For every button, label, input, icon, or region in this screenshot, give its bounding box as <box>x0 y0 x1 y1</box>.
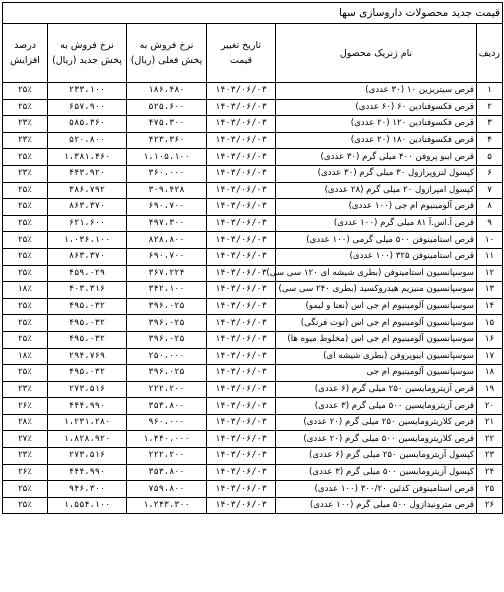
current-price-cell: ۹۶۰،۰۰۰ <box>127 414 207 431</box>
row-number-cell: ۶ <box>477 165 503 182</box>
column-header-date: تاریخ تغییر قیمت <box>207 24 276 83</box>
increase-percent-cell: ۲۷٪ <box>3 431 48 448</box>
price-list-document <box>2 2 502 514</box>
change-date-cell: ۱۴۰۳/۰۶/۰۳ <box>207 248 276 265</box>
increase-percent-cell: ۱۸٪ <box>3 348 48 365</box>
new-price-cell: ۴۴۳،۹۲۰ <box>48 165 127 182</box>
change-date-cell: ۱۴۰۳/۰۶/۰۳ <box>207 182 276 199</box>
table-row <box>3 365 503 382</box>
change-date-cell: ۱۴۰۳/۰۶/۰۳ <box>207 99 276 116</box>
product-name-cell: قرص مترونیدازول ۵۰۰ میلی گرم (۱۰۰ عددی) <box>276 497 477 514</box>
table-row <box>3 282 503 299</box>
row-number-cell: ۲۶ <box>477 497 503 514</box>
increase-percent-cell: ۲۵٪ <box>3 232 48 249</box>
row-number-cell: ۲۳ <box>477 448 503 465</box>
column-header-name: نام ژنریک محصول <box>276 24 477 83</box>
product-name-cell: سوسپانسیون آلومینیوم ام جی اس (نعنا و لیمو) <box>276 298 477 315</box>
product-name-cell: قرص فکسوفنادین ۶۰ (۶۰ عددی) <box>276 99 477 116</box>
product-name-cell: سوسپانسیون آلومینیوم ام جی اس (توت فرنگی) <box>276 315 477 332</box>
new-price-cell: ۴۴۴،۹۹۰ <box>48 398 127 415</box>
row-number-cell: ۱۷ <box>477 348 503 365</box>
new-price-cell: ۱،۰۳۶،۱۰۰ <box>48 232 127 249</box>
table-row <box>3 116 503 133</box>
increase-percent-cell: ۲۵٪ <box>3 481 48 498</box>
table-row <box>3 448 503 465</box>
new-price-cell: ۶۲۱،۶۰۰ <box>48 215 127 232</box>
table-row <box>3 199 503 216</box>
row-number-cell: ۴ <box>477 132 503 149</box>
column-header-id: ردیف <box>477 24 503 83</box>
table-row <box>3 381 503 398</box>
row-number-cell: ۷ <box>477 182 503 199</box>
increase-percent-cell: ۲۳٪ <box>3 381 48 398</box>
table-row <box>3 215 503 232</box>
product-name-cell: کپسول لنزوپرازول ۳۰ میلی گرم (۳۰ عددی) <box>276 165 477 182</box>
document-title: قیمت جدید محصولات داروسازی سها <box>3 3 503 24</box>
current-price-cell: ۳۹۶،۰۲۵ <box>127 315 207 332</box>
new-price-cell: ۵۸۵،۳۶۰ <box>48 116 127 133</box>
table-row <box>3 232 503 249</box>
current-price-cell: ۳۹۶،۰۲۵ <box>127 298 207 315</box>
column-header-percent: درصد افزایش <box>3 24 48 83</box>
row-number-cell: ۲۰ <box>477 398 503 415</box>
change-date-cell: ۱۴۰۳/۰۶/۰۳ <box>207 381 276 398</box>
row-number-cell: ۱۶ <box>477 331 503 348</box>
new-price-cell: ۴۹۵،۰۳۲ <box>48 315 127 332</box>
product-name-cell: کپسول آزیترومایسین ۵۰۰ میلی گرم (۳ عددی) <box>276 464 477 481</box>
row-number-cell: ۱۰ <box>477 232 503 249</box>
change-date-cell: ۱۴۰۳/۰۶/۰۳ <box>207 265 276 282</box>
row-number-cell: ۱۸ <box>477 365 503 382</box>
product-name-cell: قرص ایبو پروفن ۴۰۰ میلی گرم (۳۰ عددی) <box>276 149 477 166</box>
increase-percent-cell: ۲۳٪ <box>3 165 48 182</box>
product-name-cell: سوسپانسیون ایبوپروفن (بطری شیشه ای) <box>276 348 477 365</box>
new-price-cell: ۱،۲۳۱،۲۸۰ <box>48 414 127 431</box>
current-price-cell: ۸۲۸،۸۰۰ <box>127 232 207 249</box>
change-date-cell: ۱۴۰۳/۰۶/۰۳ <box>207 315 276 332</box>
row-number-cell: ۱۳ <box>477 282 503 299</box>
increase-percent-cell: ۱۸٪ <box>3 282 48 299</box>
product-name-cell: قرص آزیترومایسین ۵۰۰ میلی گرم (۳ عددی) <box>276 398 477 415</box>
current-price-cell: ۲۵۰،۰۰۰ <box>127 348 207 365</box>
change-date-cell: ۱۴۰۳/۰۶/۰۳ <box>207 448 276 465</box>
change-date-cell: ۱۴۰۳/۰۶/۰۳ <box>207 149 276 166</box>
product-name-cell: سوسپانسیون منیزیم هیدروکسید (بطری ۲۴۰ سی سی) <box>276 282 477 299</box>
table-row <box>3 315 503 332</box>
increase-percent-cell: ۲۳٪ <box>3 132 48 149</box>
current-price-cell: ۴۷۵،۳۰۰ <box>127 116 207 133</box>
table-row <box>3 132 503 149</box>
row-number-cell: ۸ <box>477 199 503 216</box>
increase-percent-cell: ۲۸٪ <box>3 414 48 431</box>
current-price-cell: ۱۸۶،۴۸۰ <box>127 83 207 100</box>
table-row <box>3 83 503 100</box>
current-price-cell: ۱،۴۴۰،۰۰۰ <box>127 431 207 448</box>
increase-percent-cell: ۲۵٪ <box>3 199 48 216</box>
current-price-cell: ۳۵۳،۸۰۰ <box>127 398 207 415</box>
new-price-cell: ۵۲۰،۸۰۰ <box>48 132 127 149</box>
table-row <box>3 99 503 116</box>
new-price-cell: ۱،۳۸۱،۴۶۰ <box>48 149 127 166</box>
row-number-cell: ۱۹ <box>477 381 503 398</box>
current-price-cell: ۵۲۵،۶۰۰ <box>127 99 207 116</box>
table-row <box>3 331 503 348</box>
table-row <box>3 497 503 514</box>
increase-percent-cell: ۲۵٪ <box>3 315 48 332</box>
row-number-cell: ۲۵ <box>477 481 503 498</box>
new-price-cell: ۴۰۳،۳۱۶ <box>48 282 127 299</box>
change-date-cell: ۱۴۰۳/۰۶/۰۳ <box>207 481 276 498</box>
change-date-cell: ۱۴۰۳/۰۶/۰۳ <box>207 116 276 133</box>
change-date-cell: ۱۴۰۳/۰۶/۰۳ <box>207 431 276 448</box>
column-header-old-price: نرخ فروش به پخش فعلی (ریال) <box>127 24 207 83</box>
new-price-cell: ۹۴۶،۳۰۰ <box>48 481 127 498</box>
change-date-cell: ۱۴۰۳/۰۶/۰۳ <box>207 165 276 182</box>
product-name-cell: کپسول امپرازول ۲۰ میلی گرم (۲۸ عددی) <box>276 182 477 199</box>
increase-percent-cell: ۲۶٪ <box>3 398 48 415</box>
increase-percent-cell: ۲۵٪ <box>3 497 48 514</box>
current-price-cell: ۳۹۶،۰۲۵ <box>127 365 207 382</box>
product-name-cell: قرص استامینوفن ۳۲۵ (۱۰۰ عددی) <box>276 248 477 265</box>
increase-percent-cell: ۲۵٪ <box>3 298 48 315</box>
product-name-cell: قرص آلومینیوم ام جی (۱۰۰ عددی) <box>276 199 477 216</box>
row-number-cell: ۱ <box>477 83 503 100</box>
new-price-cell: ۸۶۳،۳۷۰ <box>48 248 127 265</box>
increase-percent-cell: ۲۵٪ <box>3 182 48 199</box>
new-price-cell: ۲۷۳،۵۱۶ <box>48 381 127 398</box>
current-price-cell: ۳۶۰،۰۰۰ <box>127 165 207 182</box>
product-name-cell: قرص فکسوفنادین ۱۸۰ (۲۰ عددی) <box>276 132 477 149</box>
new-price-cell: ۲۷۳،۵۱۶ <box>48 448 127 465</box>
table-row <box>3 398 503 415</box>
current-price-cell: ۳۵۳،۸۰۰ <box>127 464 207 481</box>
table-body <box>3 83 503 514</box>
table-row <box>3 481 503 498</box>
change-date-cell: ۱۴۰۳/۰۶/۰۳ <box>207 365 276 382</box>
product-name-cell: قرص آزیترومایسین ۲۵۰ میلی گرم (۶ عددی) <box>276 381 477 398</box>
change-date-cell: ۱۴۰۳/۰۶/۰۳ <box>207 199 276 216</box>
row-number-cell: ۱۴ <box>477 298 503 315</box>
new-price-cell: ۴۴۴،۹۹۰ <box>48 464 127 481</box>
change-date-cell: ۱۴۰۳/۰۶/۰۳ <box>207 232 276 249</box>
new-price-cell: ۲۳۳،۱۰۰ <box>48 83 127 100</box>
increase-percent-cell: ۲۵٪ <box>3 331 48 348</box>
product-name-cell: قرص کلاریترومایسین ۲۵۰ میلی گرم (۲۰ عددی) <box>276 414 477 431</box>
increase-percent-cell: ۲۵٪ <box>3 265 48 282</box>
increase-percent-cell: ۲۳٪ <box>3 448 48 465</box>
row-number-cell: ۲ <box>477 99 503 116</box>
new-price-cell: ۱،۵۵۴،۱۰۰ <box>48 497 127 514</box>
table-row <box>3 265 503 282</box>
table-row <box>3 431 503 448</box>
increase-percent-cell: ۲۵٪ <box>3 149 48 166</box>
table-row <box>3 182 503 199</box>
current-price-cell: ۷۵۹،۸۰۰ <box>127 481 207 498</box>
product-name-cell: قرص فکسوفنادین ۱۲۰ (۲۰ عددی) <box>276 116 477 133</box>
product-name-cell: سوسپانسیون آلومینیوم ام جی اس (مخلوط میوه ها) <box>276 331 477 348</box>
current-price-cell: ۴۲۳،۳۶۰ <box>127 132 207 149</box>
row-number-cell: ۲۱ <box>477 414 503 431</box>
change-date-cell: ۱۴۰۳/۰۶/۰۳ <box>207 331 276 348</box>
row-number-cell: ۲۲ <box>477 431 503 448</box>
current-price-cell: ۶۹۰،۷۰۰ <box>127 199 207 216</box>
current-price-cell: ۳۰۹،۴۲۸ <box>127 182 207 199</box>
row-number-cell: ۵ <box>477 149 503 166</box>
current-price-cell: ۶۹۰،۷۰۰ <box>127 248 207 265</box>
table-row <box>3 298 503 315</box>
new-price-cell: ۶۵۷،۹۰۰ <box>48 99 127 116</box>
new-price-cell: ۴۵۹،۰۲۹ <box>48 265 127 282</box>
increase-percent-cell: ۲۶٪ <box>3 464 48 481</box>
product-name-cell: سوسپانسیون آلومینیوم ام جی <box>276 365 477 382</box>
new-price-cell: ۳۸۶،۷۹۲ <box>48 182 127 199</box>
new-price-cell: ۴۹۵،۰۳۲ <box>48 365 127 382</box>
current-price-cell: ۱،۲۴۳،۳۰۰ <box>127 497 207 514</box>
change-date-cell: ۱۴۰۳/۰۶/۰۳ <box>207 414 276 431</box>
current-price-cell: ۲۲۲،۲۰۰ <box>127 381 207 398</box>
new-price-cell: ۲۹۴،۷۶۹ <box>48 348 127 365</box>
new-price-cell: ۴۹۵،۰۳۲ <box>48 298 127 315</box>
change-date-cell: ۱۴۰۳/۰۶/۰۳ <box>207 282 276 299</box>
increase-percent-cell: ۲۵٪ <box>3 215 48 232</box>
current-price-cell: ۳۹۶،۰۲۵ <box>127 331 207 348</box>
table-row <box>3 248 503 265</box>
change-date-cell: ۱۴۰۳/۰۶/۰۳ <box>207 132 276 149</box>
product-name-cell: قرص استامینوفن کدئین ۳۰۰/۲۰ (۱۰۰ عددی) <box>276 481 477 498</box>
change-date-cell: ۱۴۰۳/۰۶/۰۳ <box>207 464 276 481</box>
row-number-cell: ۱۱ <box>477 248 503 265</box>
change-date-cell: ۱۴۰۳/۰۶/۰۳ <box>207 348 276 365</box>
table-row <box>3 165 503 182</box>
new-price-cell: ۸۶۳،۳۷۰ <box>48 199 127 216</box>
change-date-cell: ۱۴۰۳/۰۶/۰۳ <box>207 398 276 415</box>
increase-percent-cell: ۲۵٪ <box>3 365 48 382</box>
row-number-cell: ۱۵ <box>477 315 503 332</box>
row-number-cell: ۳ <box>477 116 503 133</box>
product-name-cell: قرص استامینوفن ۵۰۰ میلی گرمی (۱۰۰ عددی) <box>276 232 477 249</box>
product-name-cell: قرص سیتریزین ۱۰ (۳۰ عددی) <box>276 83 477 100</box>
row-number-cell: ۲۴ <box>477 464 503 481</box>
price-table <box>2 2 503 514</box>
change-date-cell: ۱۴۰۳/۰۶/۰۳ <box>207 298 276 315</box>
table-row <box>3 149 503 166</box>
product-name-cell: کپسول آزیترومایسین ۲۵۰ میلی گرم (۶ عددی) <box>276 448 477 465</box>
product-name-cell: قرص آ.اس.آ ۸۱ میلی گرم (۱۰۰ عددی) <box>276 215 477 232</box>
product-name-cell: قرص کلاریترومایسین ۵۰۰ میلی گرم (۲۰ عددی) <box>276 431 477 448</box>
current-price-cell: ۱،۱۰۵،۱۰۰ <box>127 149 207 166</box>
change-date-cell: ۱۴۰۳/۰۶/۰۳ <box>207 497 276 514</box>
change-date-cell: ۱۴۰۳/۰۶/۰۳ <box>207 83 276 100</box>
current-price-cell: ۲۲۲،۲۰۰ <box>127 448 207 465</box>
new-price-cell: ۱،۸۲۸،۹۲۰ <box>48 431 127 448</box>
current-price-cell: ۴۹۷،۳۰۰ <box>127 215 207 232</box>
increase-percent-cell: ۲۵٪ <box>3 83 48 100</box>
product-name-cell: سوسپانسیون استامینوفن (بطری شیشه ای ۱۲۰ سی سی) <box>276 265 477 282</box>
new-price-cell: ۴۹۵،۰۳۲ <box>48 331 127 348</box>
increase-percent-cell: ۲۵٪ <box>3 248 48 265</box>
table-row <box>3 414 503 431</box>
table-row <box>3 348 503 365</box>
table-row <box>3 464 503 481</box>
current-price-cell: ۳۴۲،۱۰۰ <box>127 282 207 299</box>
increase-percent-cell: ۲۳٪ <box>3 116 48 133</box>
change-date-cell: ۱۴۰۳/۰۶/۰۳ <box>207 215 276 232</box>
row-number-cell: ۱۲ <box>477 265 503 282</box>
column-header-new-price: نرخ فروش به پخش جدید (ریال) <box>48 24 127 83</box>
increase-percent-cell: ۲۵٪ <box>3 99 48 116</box>
current-price-cell: ۳۶۷،۲۲۴ <box>127 265 207 282</box>
row-number-cell: ۹ <box>477 215 503 232</box>
